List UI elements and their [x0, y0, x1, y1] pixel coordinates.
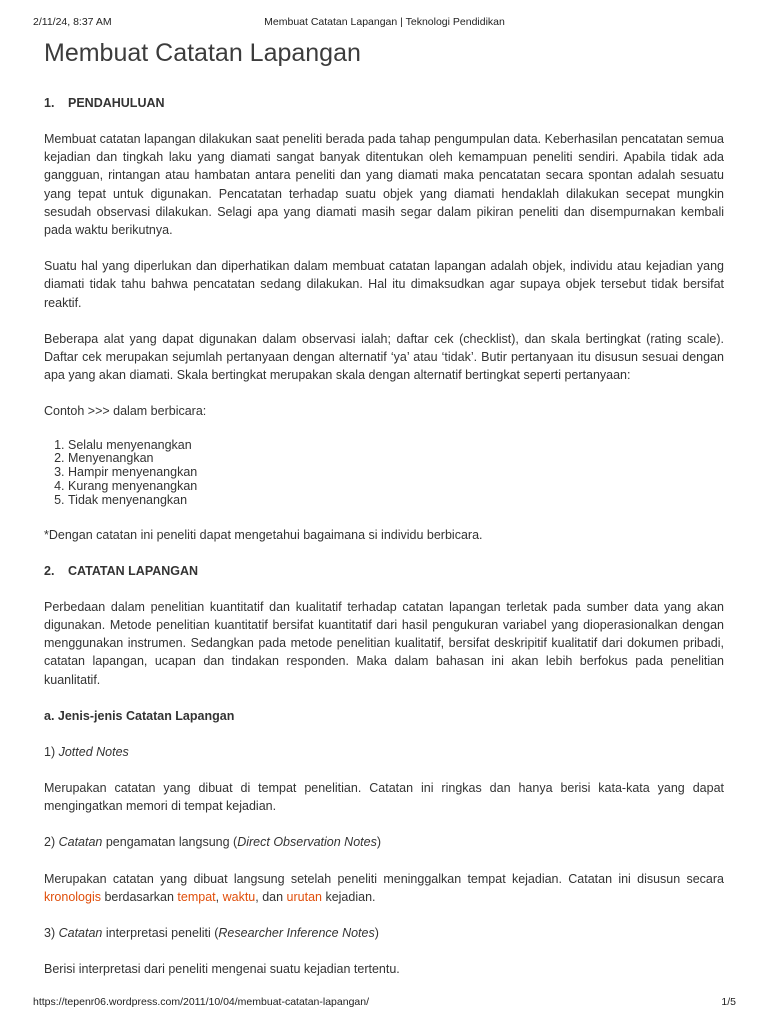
print-datetime: 2/11/24, 8:37 AM — [33, 16, 112, 28]
print-url: https://tepenr06.wordpress.com/2011/10/04/membuat-catatan-lapangan/ — [33, 996, 370, 1008]
list-item: 2. Menyenangkan — [68, 452, 724, 466]
subsection-heading: a. Jenis-jenis Catatan Lapangan — [44, 708, 235, 723]
section-number: 2. — [44, 563, 55, 578]
item-prefix: 2) — [44, 835, 59, 850]
item-name: Jotted Notes — [58, 744, 129, 759]
print-page-title: Membuat Catatan Lapangan | Teknologi Pendidikan — [264, 16, 505, 28]
paragraph: Beberapa alat yang dapat digunakan dalam observasi ialah; daftar cek (checklist), dan skala bertingkat (rating scale). Daftar cek merupakan sejumlah pertanyaan dengan alternatif ‘ya’ atau ‘tidak’. Butir pertanyaan itu disusun sesuai dengan apa yang akan diamati. Skala bertingkat merupakan skala dengan alternatif bertingkat seperti pertanyaan: — [44, 331, 724, 383]
item-name-rest: interpretasi peneliti ( — [102, 926, 219, 941]
item-english-name: Researcher Inference Notes — [218, 926, 375, 941]
item-name-italic: Catatan — [58, 835, 103, 850]
section-number: 1. — [44, 96, 55, 110]
list-item: 5. Tidak menyenangkan — [68, 494, 724, 508]
item-heading-direct-observation — [44, 833, 724, 851]
paragraph: Perbedaan dalam penelitian kuantitatif dan kualitatif terhadap catatan lapangan terletak pada sumber data yang akan digunakan. Metode penelitian kuantitatif bersifat kuantitatif dari hasil pengukuran variabel yang dioperasionalkan dengan menggunakan instrumen. Sedangkan pada metode penelitian kualitatif, bersifat deskripitif kualitatif dari dokumen pribadi, catatan lapangan, ucapan dan tindakan responden. Maka dalam bahasan ini akan lebih berfokus pada penelitian kuanlitatif. — [44, 599, 724, 687]
section-title: CATATAN LAPANGAN — [68, 563, 199, 578]
text-run: , — [215, 889, 223, 904]
link-urutan[interactable]: urutan — [286, 889, 322, 904]
link-waktu[interactable]: waktu — [222, 889, 256, 904]
article — [44, 36, 724, 996]
print-footer — [33, 996, 736, 1010]
link-kronologis[interactable]: kronologis — [44, 889, 101, 904]
rating-scale-list — [44, 439, 724, 508]
text-run: berdasarkan — [100, 889, 178, 904]
text-run: Merupakan catatan yang dibuat langsung setelah peneliti meninggalkan tempat kejadian. Catatan ini disusun secara — [44, 871, 724, 886]
note-paragraph: *Dengan catatan ini peneliti dapat mengetahui bagaimana si individu berbicara. — [44, 527, 483, 542]
section-heading-catatan-lapangan — [44, 562, 724, 580]
item-prefix: 1) — [44, 744, 59, 759]
section-title: PENDAHULUAN — [68, 96, 165, 110]
paragraph: Membuat catatan lapangan dilakukan saat peneliti berada pada tahap pengumpulan data. Keberhasilan pencatatan semua kejadian dan tingkah laku yang diamati sangat banyak ditentukan oleh kemampuan peneliti sendiri. Apabila tidak ada gangguan, rintangan atau hambatan antara peneliti dan yang diamati maka pencatatan secara spontan adalah sesuatu yang tepat untuk digunakan. Pencatatan terhadap suatu objek yang diamati hendaklah dilakukan secepat mungkin sesudah observasi dilakukan. Selagi apa yang diamati masih segar dalam pikiran peneliti dan disempurnakan kembali pada waktu berikutnya. — [44, 132, 724, 238]
item-close: ) — [374, 926, 379, 941]
text-run: kejadian. — [321, 889, 376, 904]
paragraph: Suatu hal yang diperlukan dan diperhatikan dalam membuat catatan lapangan adalah objek, individu atau kejadian yang diamati tidak tahu bahwa pencatatan sedang dilakukan. Hal itu dimaksudkan agar supaya objek tersebut tidak bersifat reaktif. — [44, 259, 724, 310]
item-heading-researcher-inference — [44, 924, 724, 942]
list-item: 1. Selalu menyenangkan — [68, 439, 724, 453]
example-intro: Contoh >>> dalam berbicara: — [44, 404, 207, 419]
section-heading-pendahuluan — [44, 94, 724, 112]
page-count: 1/5 — [721, 996, 736, 1008]
link-tempat[interactable]: tempat — [177, 889, 216, 904]
paragraph — [44, 870, 724, 906]
item-name-italic: Catatan — [58, 926, 103, 941]
print-header — [33, 16, 736, 30]
article-title: Membuat Catatan Lapangan — [44, 39, 361, 67]
item-close: ) — [376, 835, 382, 850]
item-prefix: 3) — [44, 926, 59, 941]
paragraph: Berisi interpretasi dari peneliti mengenai suatu kejadian tertentu. — [44, 962, 400, 977]
item-heading-jotted-notes — [44, 743, 724, 761]
list-item: 4. Kurang menyenangkan — [68, 480, 724, 494]
item-english-name: Direct Observation Notes — [237, 835, 377, 850]
list-item: 3. Hampir menyenangkan — [68, 466, 724, 480]
paragraph: Merupakan catatan yang dibuat di tempat penelitian. Catatan ini ringkas dan hanya berisi kata-kata yang dapat mengingatkan memori di tempat kejadian. — [44, 781, 724, 814]
item-name-rest: pengamatan langsung ( — [102, 835, 238, 850]
text-run: , dan — [255, 889, 287, 904]
